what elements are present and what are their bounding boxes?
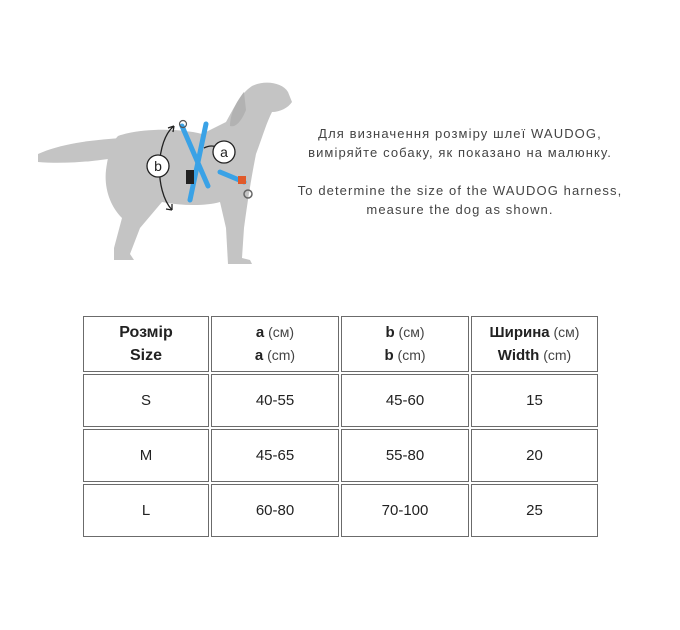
header-width-en-unit: (cm) (539, 347, 572, 363)
header-cell-width (471, 316, 598, 372)
label-b: b (154, 158, 162, 174)
cell-b: 45-60 (341, 374, 469, 427)
header-a-ua-unit: (см) (264, 324, 295, 340)
table-row (83, 484, 598, 537)
cell-size: L (83, 484, 209, 537)
header-b-ua-label: b (385, 324, 395, 341)
instructions-en-line2: measure the dog as shown. (366, 202, 554, 217)
header-a-en (212, 344, 338, 367)
cell-size: S (83, 374, 209, 427)
header-a-en-unit: (cm) (263, 347, 296, 363)
cell-b: 55-80 (341, 429, 469, 482)
label-a: a (220, 144, 228, 160)
dog-measurement-illustration (30, 78, 300, 268)
cell-width: 25 (471, 484, 598, 537)
header-b-en-label: b (384, 347, 394, 364)
table-row (83, 429, 598, 482)
instructions (262, 124, 658, 219)
header-size-en: Size (129, 347, 162, 364)
cell-width: 20 (471, 429, 598, 482)
cell-a: 60-80 (211, 484, 339, 537)
header-a-ua (212, 321, 338, 344)
cell-a: 45-65 (211, 429, 339, 482)
cell-size: M (83, 429, 209, 482)
header-cell-size (83, 316, 209, 372)
size-table (81, 314, 600, 539)
header-width-ua (472, 321, 597, 344)
instructions-en-line1: To determine the size of the WAUDOG harness, (297, 183, 623, 198)
header-width-ua-label: Ширина (489, 324, 550, 341)
header-width-en (472, 344, 597, 367)
header-size-ua: Розмір (119, 324, 173, 341)
header-b-ua-unit: (см) (394, 324, 425, 340)
header-a-en-label: a (254, 347, 264, 364)
header-cell-a (211, 316, 339, 372)
cell-a: 40-55 (211, 374, 339, 427)
table-row (83, 374, 598, 427)
cell-b: 70-100 (341, 484, 469, 537)
instructions-ua-line2: виміряйте собаку, як показано на малюнку. (308, 145, 612, 160)
instructions-ua-line1: Для визначення розміру шлеї WAUDOG, (318, 126, 602, 141)
table-header-row (83, 316, 598, 372)
header-cell-b (341, 316, 469, 372)
header-width-ua-unit: (см) (549, 324, 580, 340)
header-b-en (342, 344, 468, 367)
header-a-ua-label: a (255, 324, 265, 341)
header-width-en-label: Width (497, 347, 540, 364)
spacer (262, 162, 658, 181)
cell-width: 15 (471, 374, 598, 427)
header-b-ua (342, 321, 468, 344)
header-b-en-unit: (cm) (393, 347, 426, 363)
